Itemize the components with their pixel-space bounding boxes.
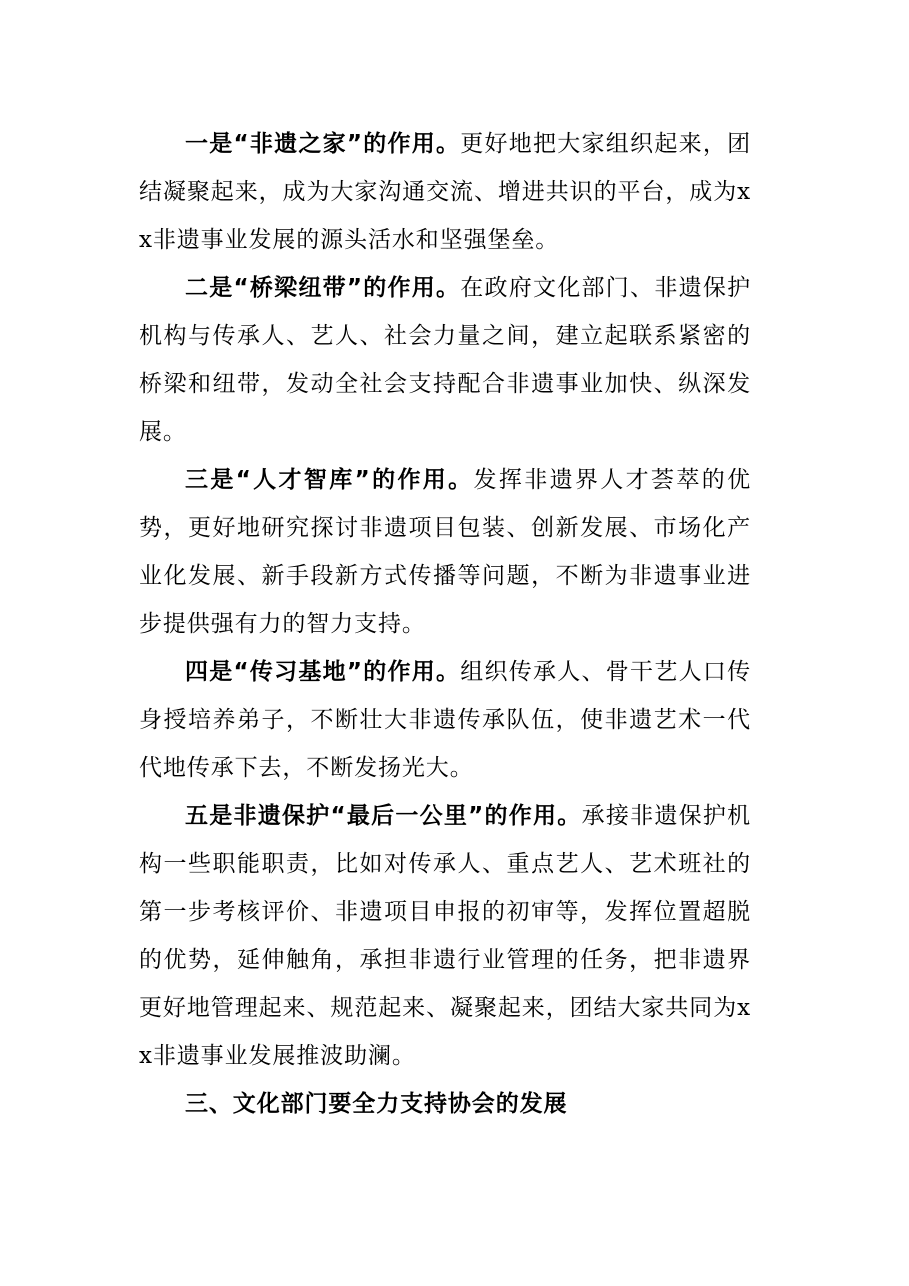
paragraph-5 [139,792,751,1080]
paragraph-text: 更好地把大家组织起来，团结凝聚起来，成为大家沟通交流、增进共识的平台，成为xx非遗事业发展的源头活水和坚强堡垒。 [139,131,751,253]
paragraph-2 [139,264,751,456]
paragraph-text: 在政府文化部门、非遗保护机构与传承人、艺人、社会力量之间，建立起联系紧密的桥梁和纽带，发动全社会支持配合非遗事业加快、纵深发展。 [139,275,751,445]
paragraph-text: 发挥非遗界人才荟萃的优势，更好地研究探讨非遗项目包装、创新发展、市场化产业化发展、新手段新方式传播等问题，不断为非遗事业进步提供强有力的智力支持。 [139,467,751,637]
paragraph-3 [139,456,751,648]
paragraph-text: 组织传承人、骨干艺人口传身授培养弟子，不断壮大非遗传承队伍，使非遗艺术一代代地传承下去，不断发扬光大。 [139,659,751,781]
paragraph-lead: 二是“桥梁纽带”的作用。 [185,275,461,301]
paragraph-lead: 五是非遗保护“最后一公里”的作用。 [185,803,582,829]
paragraph-lead: 三是“人才智库”的作用。 [185,467,474,493]
paragraph-4 [139,648,751,792]
section-heading: 三、文化部门要全力支持协会的发展 [185,1091,568,1117]
document-body [139,120,751,1128]
paragraph-lead: 四是“传习基地”的作用。 [185,659,461,685]
paragraph-lead: 一是“非遗之家”的作用。 [185,131,461,157]
paragraph-text: 承接非遗保护机构一些职能职责，比如对传承人、重点艺人、艺术班社的第一步考核评价、非遗项目申报的初审等，发挥位置超脱的优势，延伸触角，承担非遗行业管理的任务，把非遗界更好地管理起来、规范起来、凝聚起来，团结大家共同为xx非遗事业发展推波助澜。 [139,803,751,1069]
paragraph-1 [139,120,751,264]
